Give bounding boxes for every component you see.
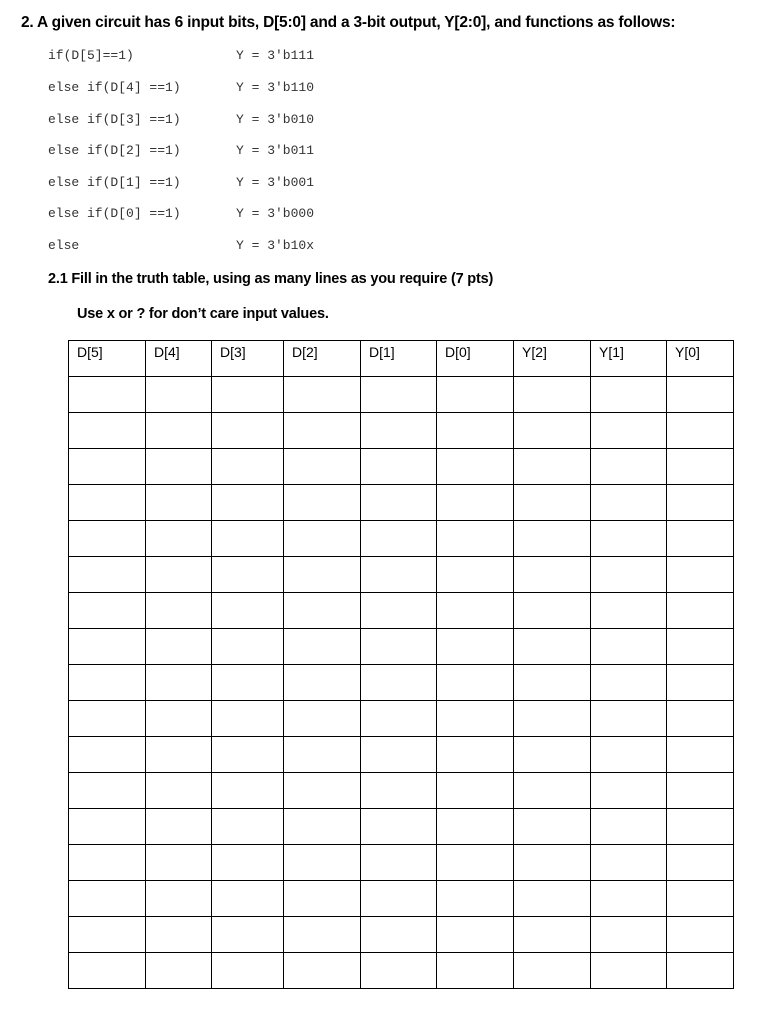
table-cell[interactable]: [69, 629, 146, 665]
table-row: [69, 557, 734, 593]
table-cell[interactable]: [361, 413, 437, 449]
table-cell[interactable]: [667, 413, 734, 449]
table-cell[interactable]: [437, 665, 514, 701]
table-cell[interactable]: [284, 521, 361, 557]
table-cell[interactable]: [361, 521, 437, 557]
table-cell[interactable]: [284, 953, 361, 989]
table-cell[interactable]: [514, 593, 591, 629]
table-cell[interactable]: [514, 881, 591, 917]
table-cell[interactable]: [284, 737, 361, 773]
table-cell[interactable]: [69, 845, 146, 881]
table-cell[interactable]: [591, 557, 667, 593]
table-cell[interactable]: [69, 449, 146, 485]
table-cell[interactable]: [591, 665, 667, 701]
table-cell[interactable]: [437, 845, 514, 881]
table-header-row: [69, 341, 734, 377]
table-cell[interactable]: [212, 521, 284, 557]
table-cell[interactable]: [212, 953, 284, 989]
table-cell[interactable]: [591, 917, 667, 953]
table-cell[interactable]: [437, 701, 514, 737]
code-assignment: Y = 3'b000: [236, 206, 315, 221]
table-cell[interactable]: [514, 953, 591, 989]
table-row: [69, 593, 734, 629]
table-cell[interactable]: [437, 377, 514, 413]
table-cell[interactable]: [284, 665, 361, 701]
table-cell[interactable]: [591, 593, 667, 629]
table-cell[interactable]: [69, 521, 146, 557]
table-cell[interactable]: [69, 809, 146, 845]
table-cell[interactable]: [146, 737, 212, 773]
code-line: [48, 175, 315, 195]
part-heading: 2.1 Fill in the truth table, using as many lines as you require (7 pts): [48, 271, 494, 287]
table-cell[interactable]: [437, 593, 514, 629]
table-cell[interactable]: [212, 377, 284, 413]
table-cell[interactable]: [591, 809, 667, 845]
table-cell[interactable]: [146, 953, 212, 989]
table-cell[interactable]: [591, 701, 667, 737]
table-cell[interactable]: [284, 413, 361, 449]
table-cell[interactable]: [146, 701, 212, 737]
code-condition: else if(D[0] ==1): [48, 206, 181, 221]
column-header: D[5]: [69, 341, 146, 377]
table-cell[interactable]: [361, 449, 437, 485]
table-cell[interactable]: [514, 557, 591, 593]
table-cell[interactable]: [437, 629, 514, 665]
table-cell[interactable]: [667, 377, 734, 413]
table-cell[interactable]: [146, 881, 212, 917]
table-cell[interactable]: [212, 809, 284, 845]
table-cell[interactable]: [361, 845, 437, 881]
table-row: [69, 629, 734, 665]
table-row: [69, 881, 734, 917]
column-header: D[0]: [437, 341, 514, 377]
table-cell[interactable]: [69, 485, 146, 521]
table-cell[interactable]: [361, 881, 437, 917]
table-cell[interactable]: [437, 917, 514, 953]
table-cell[interactable]: [591, 881, 667, 917]
column-header: Y[1]: [591, 341, 667, 377]
table-cell[interactable]: [212, 773, 284, 809]
table-cell[interactable]: [212, 845, 284, 881]
table-cell[interactable]: [591, 845, 667, 881]
table-cell[interactable]: [437, 557, 514, 593]
table-cell[interactable]: [667, 557, 734, 593]
truth-table: [68, 340, 734, 989]
table-cell[interactable]: [667, 485, 734, 521]
table-cell[interactable]: [212, 917, 284, 953]
table-cell[interactable]: [69, 557, 146, 593]
table-cell[interactable]: [514, 845, 591, 881]
table-cell[interactable]: [212, 737, 284, 773]
table-cell[interactable]: [514, 665, 591, 701]
table-cell[interactable]: [437, 737, 514, 773]
table-cell[interactable]: [212, 701, 284, 737]
table-row: [69, 809, 734, 845]
question-heading: 2. A given circuit has 6 input bits, D[5:0] and a 3-bit output, Y[2:0], and functions as follows:: [21, 14, 676, 31]
column-header: D[2]: [284, 341, 361, 377]
table-cell[interactable]: [667, 737, 734, 773]
table-cell[interactable]: [591, 485, 667, 521]
code-condition: else if(D[4] ==1): [48, 80, 181, 95]
table-cell[interactable]: [284, 845, 361, 881]
table-cell[interactable]: [69, 953, 146, 989]
table-cell[interactable]: [212, 485, 284, 521]
table-cell[interactable]: [667, 917, 734, 953]
table-cell[interactable]: [591, 953, 667, 989]
table-cell[interactable]: [514, 485, 591, 521]
table-cell[interactable]: [284, 881, 361, 917]
table-row: [69, 413, 734, 449]
table-cell[interactable]: [146, 557, 212, 593]
table-cell[interactable]: [667, 953, 734, 989]
table-cell[interactable]: [514, 737, 591, 773]
table-cell[interactable]: [284, 449, 361, 485]
table-cell[interactable]: [284, 629, 361, 665]
table-cell[interactable]: [514, 773, 591, 809]
table-cell[interactable]: [514, 413, 591, 449]
table-cell[interactable]: [284, 917, 361, 953]
table-cell[interactable]: [361, 953, 437, 989]
table-cell[interactable]: [591, 521, 667, 557]
table-cell[interactable]: [437, 773, 514, 809]
table-cell[interactable]: [146, 413, 212, 449]
table-cell[interactable]: [146, 377, 212, 413]
table-cell[interactable]: [591, 377, 667, 413]
table-row: [69, 737, 734, 773]
code-condition: else: [48, 238, 80, 253]
table-row: [69, 953, 734, 989]
table-cell[interactable]: [361, 377, 437, 413]
table-cell[interactable]: [146, 593, 212, 629]
table-row: [69, 521, 734, 557]
table-row: [69, 845, 734, 881]
table-cell[interactable]: [667, 701, 734, 737]
table-cell[interactable]: [437, 881, 514, 917]
table-cell[interactable]: [69, 701, 146, 737]
table-cell[interactable]: [437, 485, 514, 521]
table-row: [69, 449, 734, 485]
code-assignment: Y = 3'b001: [236, 175, 315, 190]
table-cell[interactable]: [361, 773, 437, 809]
table-cell[interactable]: [514, 809, 591, 845]
table-cell[interactable]: [146, 773, 212, 809]
table-cell[interactable]: [212, 557, 284, 593]
table-cell[interactable]: [69, 377, 146, 413]
table-cell[interactable]: [212, 881, 284, 917]
table-cell[interactable]: [514, 521, 591, 557]
column-header: D[1]: [361, 341, 437, 377]
code-assignment: Y = 3'b110: [236, 80, 315, 95]
table-row: [69, 701, 734, 737]
code-assignment: Y = 3'b011: [236, 143, 315, 158]
table-row: [69, 917, 734, 953]
table-cell[interactable]: [146, 449, 212, 485]
table-cell[interactable]: [146, 485, 212, 521]
table-cell[interactable]: [146, 809, 212, 845]
table-cell[interactable]: [146, 917, 212, 953]
table-cell[interactable]: [361, 701, 437, 737]
table-cell[interactable]: [69, 665, 146, 701]
table-cell[interactable]: [361, 593, 437, 629]
table-cell[interactable]: [514, 377, 591, 413]
table-cell[interactable]: [667, 521, 734, 557]
table-cell[interactable]: [361, 665, 437, 701]
column-header: Y[2]: [514, 341, 591, 377]
table-cell[interactable]: [361, 809, 437, 845]
table-cell[interactable]: [514, 629, 591, 665]
table-cell[interactable]: [437, 521, 514, 557]
table-cell[interactable]: [212, 449, 284, 485]
table-cell[interactable]: [667, 665, 734, 701]
table-cell[interactable]: [69, 413, 146, 449]
table-cell[interactable]: [667, 449, 734, 485]
code-line: [48, 80, 315, 100]
table-cell[interactable]: [212, 665, 284, 701]
code-line: [48, 48, 315, 68]
code-condition: else if(D[1] ==1): [48, 175, 181, 190]
table-cell[interactable]: [591, 773, 667, 809]
table-cell[interactable]: [146, 665, 212, 701]
table-cell[interactable]: [69, 737, 146, 773]
table-cell[interactable]: [69, 881, 146, 917]
table-cell[interactable]: [69, 773, 146, 809]
table-cell[interactable]: [284, 485, 361, 521]
table-cell[interactable]: [284, 701, 361, 737]
table-cell[interactable]: [591, 413, 667, 449]
table-row: [69, 773, 734, 809]
table-cell[interactable]: [361, 485, 437, 521]
table-cell[interactable]: [284, 773, 361, 809]
table-cell[interactable]: [667, 773, 734, 809]
code-condition: else if(D[2] ==1): [48, 143, 181, 158]
table-cell[interactable]: [284, 557, 361, 593]
code-condition: else if(D[3] ==1): [48, 112, 181, 127]
table-cell[interactable]: [361, 917, 437, 953]
code-line: [48, 238, 315, 258]
table-cell[interactable]: [146, 629, 212, 665]
column-header: Y[0]: [667, 341, 734, 377]
table-cell[interactable]: [667, 593, 734, 629]
table-cell[interactable]: [667, 845, 734, 881]
code-line: [48, 206, 315, 226]
table-cell[interactable]: [146, 845, 212, 881]
code-assignment: Y = 3'b010: [236, 112, 315, 127]
table-cell[interactable]: [667, 809, 734, 845]
table-cell[interactable]: [212, 413, 284, 449]
table-cell[interactable]: [284, 809, 361, 845]
table-cell[interactable]: [591, 629, 667, 665]
code-line: [48, 143, 315, 163]
code-assignment: Y = 3'b111: [236, 48, 315, 63]
part-instruction: Use x or ? for don’t care input values.: [77, 306, 329, 322]
table-cell[interactable]: [591, 737, 667, 773]
column-header: D[4]: [146, 341, 212, 377]
code-assignment: Y = 3'b10x: [236, 238, 315, 253]
table-cell[interactable]: [591, 449, 667, 485]
table-cell[interactable]: [69, 593, 146, 629]
table-cell[interactable]: [284, 593, 361, 629]
table-cell[interactable]: [212, 629, 284, 665]
table-cell[interactable]: [361, 557, 437, 593]
table-cell[interactable]: [514, 701, 591, 737]
table-cell[interactable]: [667, 629, 734, 665]
table-cell[interactable]: [437, 953, 514, 989]
table-cell[interactable]: [437, 449, 514, 485]
table-cell[interactable]: [361, 737, 437, 773]
table-cell[interactable]: [437, 413, 514, 449]
table-cell[interactable]: [284, 377, 361, 413]
table-body: [69, 377, 734, 989]
table-cell[interactable]: [212, 593, 284, 629]
table-cell[interactable]: [514, 917, 591, 953]
table-row: [69, 665, 734, 701]
table-cell[interactable]: [437, 809, 514, 845]
table-cell[interactable]: [146, 521, 212, 557]
table-row: [69, 377, 734, 413]
column-header: D[3]: [212, 341, 284, 377]
table-cell[interactable]: [667, 881, 734, 917]
table-cell[interactable]: [514, 449, 591, 485]
code-line: [48, 112, 315, 132]
code-condition: if(D[5]==1): [48, 48, 134, 63]
table-cell[interactable]: [69, 917, 146, 953]
table-row: [69, 485, 734, 521]
table-cell[interactable]: [361, 629, 437, 665]
